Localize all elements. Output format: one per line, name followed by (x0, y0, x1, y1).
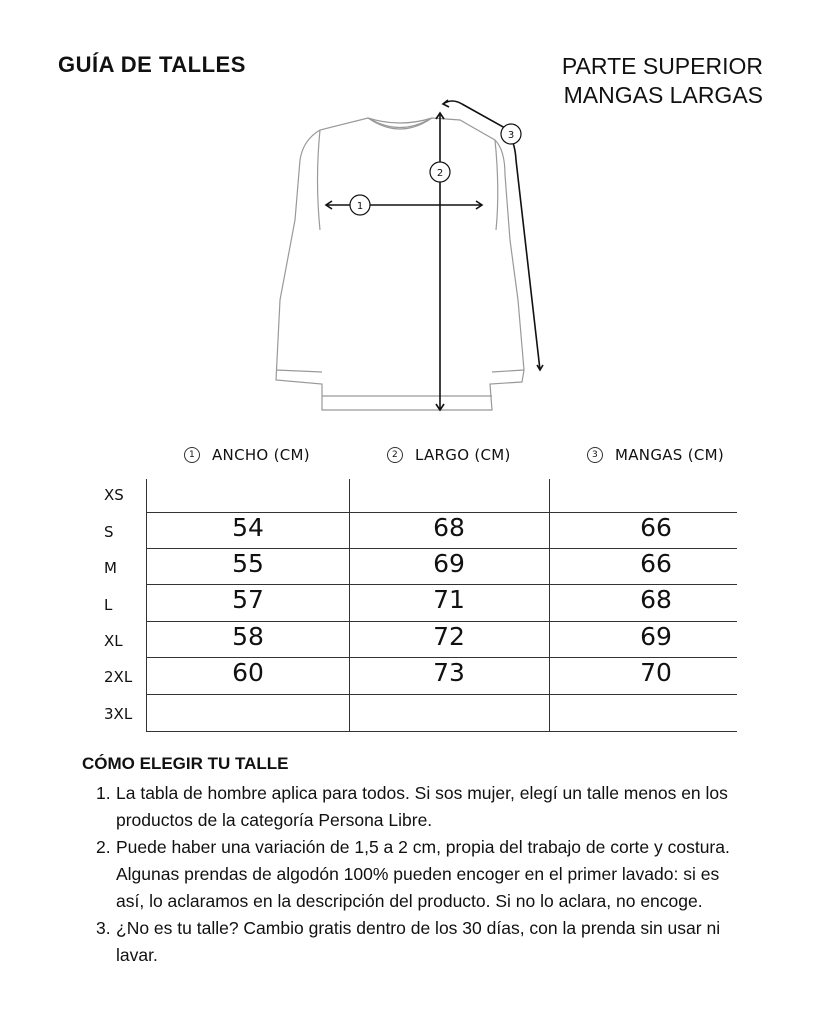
table-cell: 69 (640, 622, 672, 651)
marker-sleeve: 3 (507, 130, 515, 141)
list-item (96, 834, 746, 915)
list-item-number: 3. (96, 918, 111, 938)
column-marker-1: 1 (184, 447, 200, 463)
list-item-text: ¿No es tu talle? Cambio gratis dentro de los 30 días, con la prenda sin usar ni lavar. (116, 918, 721, 965)
table-cell: 66 (640, 513, 672, 542)
howto-title: CÓMO ELEGIR TU TALLE (82, 754, 289, 773)
table-cell: 66 (640, 549, 672, 578)
garment-type-line1: PARTE SUPERIOR (561, 53, 763, 79)
column-marker-3: 3 (587, 447, 603, 463)
garment-type (562, 52, 763, 110)
table-cell: 60 (232, 658, 264, 687)
column-header-mangas (587, 446, 724, 464)
size-label-xs: XS (104, 486, 124, 504)
column-label-mangas: MANGAS (CM) (615, 446, 725, 464)
list-item (96, 915, 746, 969)
table-cell: 58 (232, 622, 264, 651)
table-cell: 55 (232, 549, 264, 578)
column-label-largo: LARGO (CM) (415, 446, 511, 464)
marker-width: 1 (356, 201, 364, 212)
shirt-outline (276, 118, 524, 410)
size-label-m: M (104, 559, 117, 577)
table-column-divider (549, 479, 550, 731)
column-label-ancho: ANCHO (CM) (212, 446, 310, 464)
list-item-text: Puede haber una variación de 1,5 a 2 cm, propia del trabajo de corte y costura. Algunas prendas de algodón 100% pueden encoger en el primer lavado: si es así, lo aclaramos en la descripción del producto. Si no lo aclara, no encoge. (116, 837, 730, 911)
table-cell: 54 (232, 513, 264, 542)
table-cell: 69 (433, 549, 465, 578)
table-divider (146, 731, 737, 732)
list-item-text: La tabla de hombre aplica para todos. Si sos mujer, elegí un talle menos en los productos de la categoría Persona Libre. (116, 783, 728, 830)
table-cell: 68 (640, 585, 672, 614)
size-label-s: S (104, 523, 114, 541)
size-label-l: L (104, 596, 113, 614)
table-cell: 57 (232, 585, 264, 614)
howto-list (96, 780, 746, 969)
table-cell: 71 (433, 585, 465, 614)
shirt-diagram (260, 95, 560, 425)
size-label-2xl: 2XL (104, 668, 133, 686)
list-item-number: 1. (96, 783, 111, 803)
table-cell: 70 (640, 658, 672, 687)
garment-type-line2: MANGAS LARGAS (563, 82, 763, 108)
page-title: GUÍA DE TALLES (58, 52, 246, 77)
column-header-largo (387, 446, 511, 464)
table-cell: 68 (433, 513, 465, 542)
table-column-divider (146, 479, 147, 731)
table-cell: 73 (433, 658, 465, 687)
size-label-xl: XL (104, 632, 123, 650)
marker-length: 2 (436, 168, 444, 179)
column-marker-2: 2 (387, 447, 403, 463)
list-item (96, 780, 746, 834)
size-label-3xl: 3XL (104, 705, 133, 723)
table-divider (146, 694, 737, 695)
table-cell: 72 (433, 622, 465, 651)
column-header-ancho (184, 446, 310, 464)
list-item-number: 2. (96, 837, 111, 857)
table-column-divider (349, 479, 350, 731)
sleeve-arrow (443, 101, 540, 370)
